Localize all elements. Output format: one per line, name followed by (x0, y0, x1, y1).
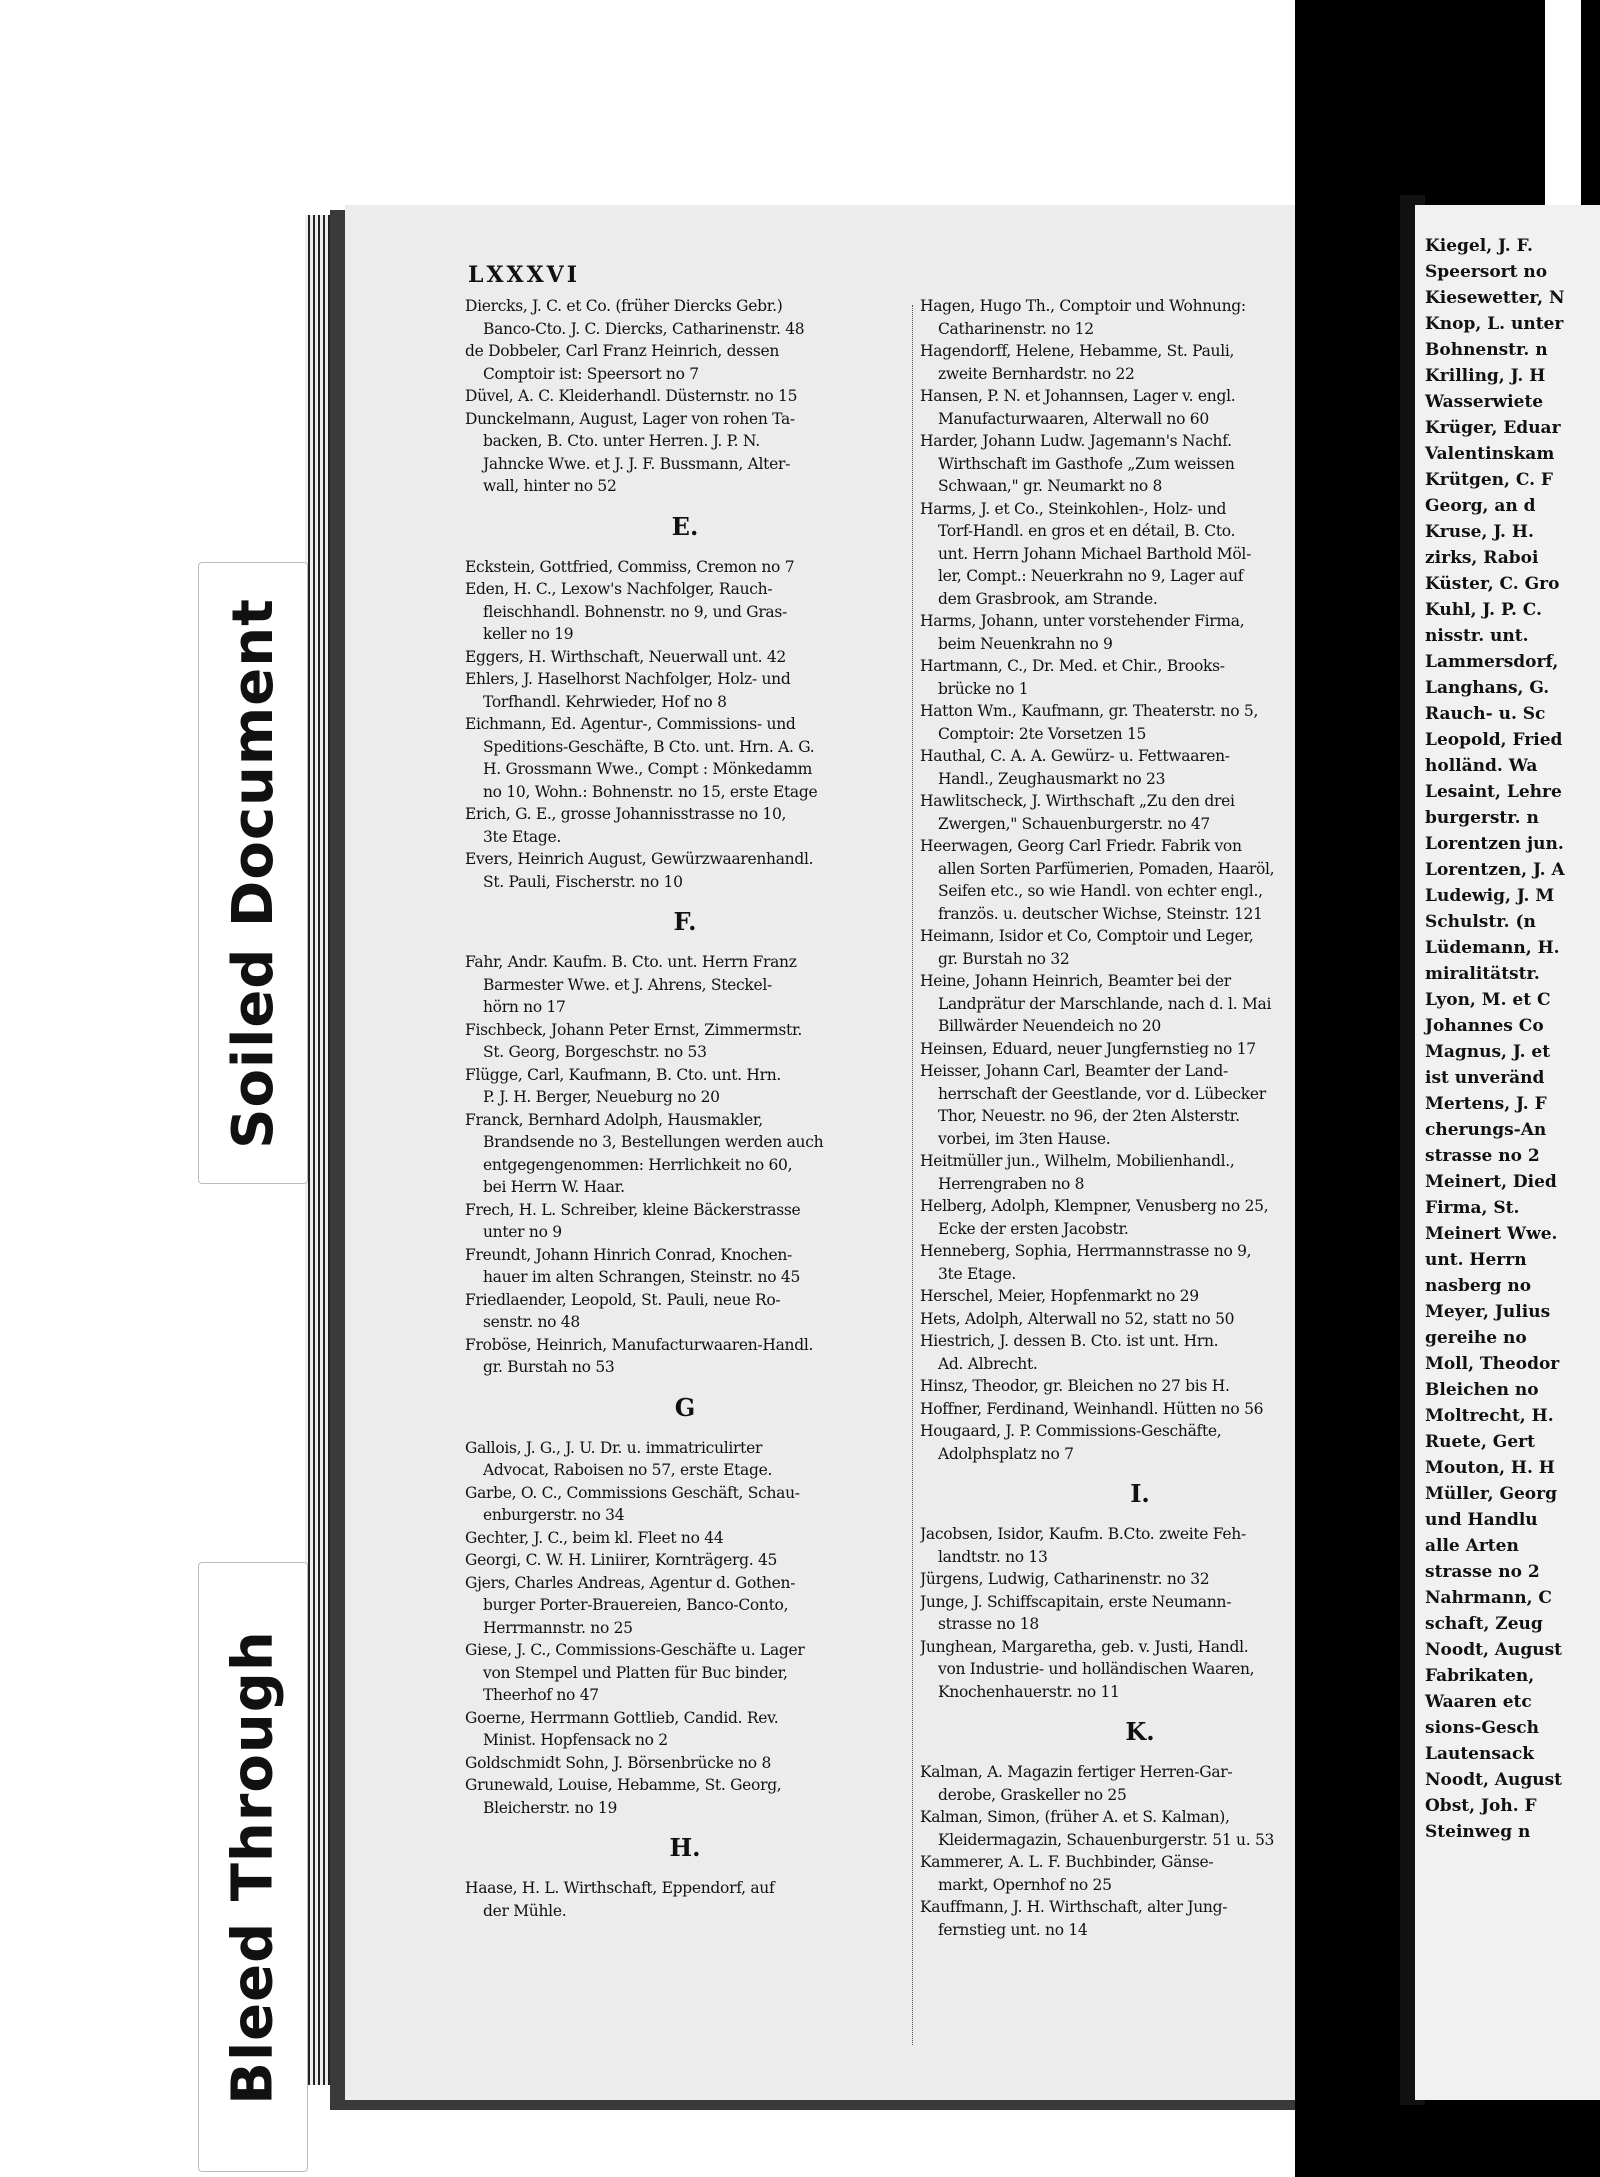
directory-entry (465, 1334, 905, 1379)
directory-entry (465, 340, 905, 385)
entry-line: Fischbeck, Johann Peter Ernst, Zimmermstr. (465, 1020, 803, 1039)
next-page-entry-fragment: Nahrmann, C (1425, 1588, 1552, 1608)
directory-entry (465, 408, 905, 498)
entry-line: Junge, J. Schiffscapitain, erste Neumann- (920, 1592, 1232, 1611)
entry-line: Hiestrich, J. dessen B. Cto. ist unt. Hrn. (920, 1332, 1219, 1350)
entry-line: brücke no 1 (938, 679, 1029, 698)
entry-line: Speditions-Geschäfte, B Cto. unt. Hrn. A. G. (483, 737, 815, 756)
entry-line: Landprätur der Marschlande, nach d. l. Mai (938, 994, 1272, 1013)
entry-line: Jacobsen, Isidor, Kaufm. B.Cto. zweite Feh- (920, 1525, 1246, 1543)
directory-entry (920, 1398, 1360, 1421)
section-letter-heading: I. (1130, 1479, 1150, 1508)
next-page-entry-fragment: Valentinskam (1425, 444, 1555, 464)
entry-line: Hatton Wm., Kaufmann, gr. Theaterstr. no 5, (920, 702, 1259, 720)
entry-line: Franck, Bernhard Adolph, Hausmakler, (465, 1110, 763, 1129)
directory-entry (920, 1761, 1360, 1806)
directory-entry (465, 848, 905, 893)
entry-line: Heimann, Isidor et Co, Comptoir und Leger, (920, 927, 1254, 945)
entry-line: Harms, Johann, unter vorstehender Firma, (920, 612, 1245, 630)
next-page-entry-fragment: Kruse, J. H. (1425, 522, 1534, 542)
entry-line: Herrengraben no 8 (938, 1174, 1085, 1193)
directory-entry (920, 1420, 1360, 1465)
next-page-entry-fragment: miralitätstr. (1425, 964, 1540, 984)
entry-line: senstr. no 48 (483, 1313, 580, 1331)
directory-entry (465, 668, 905, 713)
entry-line: Froböse, Heinrich, Manufacturwaaren-Handl. (465, 1335, 814, 1354)
entry-line: enburgerstr. no 34 (483, 1506, 625, 1524)
next-page-entry-fragment: Wasserwiete (1425, 392, 1544, 412)
entry-line: gr. Burstah no 53 (483, 1358, 615, 1376)
entry-line: Fahr, Andr. Kaufm. B. Cto. unt. Herrn Franz (465, 953, 797, 971)
entry-line: Kleidermagazin, Schauenburgerstr. 51 u. 53 (938, 1830, 1275, 1849)
entry-line: St. Pauli, Fischerstr. no 10 (483, 872, 683, 891)
entry-line: St. Georg, Borgeschstr. no 53 (483, 1043, 707, 1061)
entry-line: bei Herrn W. Haar. (483, 1178, 625, 1196)
entry-line: Kammerer, A. L. F. Buchbinder, Gänse- (920, 1853, 1214, 1871)
directory-entry (920, 1060, 1360, 1150)
next-page-entry-fragment: Johannes Co (1425, 1016, 1544, 1036)
entry-line: Harder, Johann Ludw. Jagemann's Nachf. (920, 432, 1232, 450)
entry-line: derobe, Graskeller no 25 (938, 1785, 1127, 1804)
entry-line: Eggers, H. Wirthschaft, Neuerwall unt. 42 (465, 647, 786, 666)
entry-line: Torf-Handl. en gros et en détail, B. Cto. (938, 522, 1236, 540)
directory-entry (465, 1527, 905, 1550)
next-page-entry-fragment: Firma, St. (1425, 1198, 1520, 1218)
entry-line: Eden, H. C., Lexow's Nachfolger, Rauch- (465, 580, 773, 598)
entry-line: Hawlitscheck, J. Wirthschaft „Zu den drei (920, 792, 1235, 810)
next-page-entry-fragment: Leopold, Fried (1425, 730, 1563, 750)
entry-line: Goerne, Herrmann Gottlieb, Candid. Rev. (465, 1708, 779, 1727)
directory-entry (465, 1572, 905, 1640)
next-page-entry-fragment: Rauch- u. Sc (1425, 704, 1546, 724)
entry-line: Herrmannstr. no 25 (483, 1618, 633, 1637)
entry-line: ler, Compt.: Neuerkrahn no 9, Lager auf (938, 567, 1244, 585)
entry-line: Minist. Hopfensack no 2 (483, 1731, 668, 1749)
directory-entry (920, 1523, 1360, 1568)
next-page-entry-fragment: Waaren etc (1425, 1692, 1532, 1712)
entry-line: Hinsz, Theodor, gr. Bleichen no 27 bis H. (920, 1377, 1230, 1395)
entry-line: Bleicherstr. no 19 (483, 1798, 618, 1817)
next-page-entry-fragment: cherungs-An (1425, 1120, 1547, 1140)
entry-line: Hartmann, C., Dr. Med. et Chir., Brooks- (920, 657, 1225, 675)
entry-line: unter no 9 (483, 1223, 562, 1241)
entry-line: hörn no 17 (483, 998, 566, 1016)
next-page-entry-fragment: ist unveränd (1425, 1068, 1545, 1088)
next-page-entry-fragment: Krilling, J. H (1425, 366, 1546, 386)
entry-line: Schwaan," gr. Neumarkt no 8 (938, 477, 1163, 495)
next-page-entry-fragment: Ludewig, J. M (1425, 886, 1555, 906)
directory-entry (465, 951, 905, 1019)
directory-entry (465, 646, 905, 669)
entry-line: Hoffner, Ferdinand, Weinhandl. Hütten no 56 (920, 1399, 1264, 1418)
directory-entry (920, 745, 1360, 790)
directory-entry (465, 1877, 905, 1922)
entry-line: Hougaard, J. P. Commissions-Geschäfte, (920, 1422, 1222, 1440)
next-page-entry-fragment: Kiegel, J. F. (1425, 236, 1533, 256)
directory-entry (920, 1591, 1360, 1636)
directory-entry (465, 385, 905, 408)
next-page-entry-fragment: Moll, Theodor (1425, 1354, 1560, 1374)
entry-line: Heinsen, Eduard, neuer Jungfernstieg no 17 (920, 1039, 1256, 1058)
entry-line: Hagendorff, Helene, Hebamme, St. Pauli, (920, 342, 1235, 360)
next-page-entry-fragment: Meinert Wwe. (1425, 1224, 1558, 1244)
section-letter-heading: K. (1125, 1717, 1155, 1746)
entry-line: Friedlaender, Leopold, St. Pauli, neue Ro- (465, 1290, 781, 1309)
entry-line: Helberg, Adolph, Klempner, Venusberg no 25, (920, 1197, 1269, 1215)
entry-line: de Dobbeler, Carl Franz Heinrich, dessen (465, 342, 780, 360)
entry-line: Comptoir: 2te Vorsetzen 15 (938, 724, 1147, 743)
next-page-entry-fragment: Noodt, August (1425, 1770, 1563, 1790)
directory-entry (920, 1375, 1360, 1398)
entry-line: allen Sorten Parfümerien, Pomaden, Haaröl, (938, 859, 1275, 878)
directory-entry (920, 1038, 1360, 1061)
directory-entry (920, 1896, 1360, 1941)
next-page-entry-fragment: Noodt, August (1425, 1640, 1563, 1660)
entry-line: Georgi, C. W. H. Liniirer, Kornträgerg. 45 (465, 1551, 778, 1569)
entry-line: Evers, Heinrich August, Gewürzwaarenhandl. (465, 850, 814, 868)
entry-line: P. J. H. Berger, Neueburg no 20 (483, 1088, 720, 1106)
directory-entry (920, 1851, 1360, 1896)
next-page-entry-fragment: Mouton, H. H (1425, 1458, 1555, 1478)
entry-line: Flügge, Carl, Kaufmann, B. Cto. unt. Hrn. (465, 1065, 782, 1084)
directory-entry (920, 1806, 1360, 1851)
entry-line: Heitmüller jun., Wilhelm, Mobilienhandl., (920, 1152, 1235, 1170)
entry-line: Knochenhauerstr. no 11 (938, 1682, 1120, 1701)
directory-entry (920, 295, 1360, 340)
entry-line: Kalman, A. Magazin fertiger Herren-Gar- (920, 1763, 1233, 1781)
entry-line: Hagen, Hugo Th., Comptoir und Wohnung: (920, 297, 1246, 315)
directory-entry (920, 655, 1360, 700)
entry-line: Brandsende no 3, Bestellungen werden auch (483, 1133, 824, 1151)
entry-line: Torfhandl. Kehrwieder, Hof no 8 (483, 692, 727, 711)
next-page-entry-fragment: Lesaint, Lehre (1425, 782, 1562, 802)
entry-line: H. Grossmann Wwe., Compt : Mönkedamm (483, 760, 813, 778)
entry-line: Grunewald, Louise, Hebamme, St. Georg, (465, 1776, 782, 1794)
entry-line: Barmester Wwe. et J. Ahrens, Steckel- (483, 975, 772, 994)
next-page-entry-fragment: Bohnenstr. n (1425, 340, 1548, 360)
next-page-entry-fragment: Kuhl, J. P. C. (1425, 600, 1542, 620)
entry-line: französ. u. deutscher Wichse, Steinstr. 121 (938, 904, 1263, 923)
entry-line: dem Grasbrook, am Strande. (938, 589, 1158, 608)
next-page-entry-fragment: Steinweg n (1425, 1822, 1531, 1842)
next-page-entry-fragment: Lautensack (1425, 1744, 1535, 1764)
entry-line: keller no 19 (483, 625, 574, 643)
entry-line: fernstieg unt. no 14 (938, 1920, 1088, 1939)
entry-line: Gjers, Charles Andreas, Agentur d. Gothen- (465, 1573, 796, 1592)
next-page-entry-fragment: Lammersdorf, (1425, 652, 1559, 672)
section-letter-heading: E. (671, 511, 699, 541)
entry-line: Gechter, J. C., beim kl. Fleet no 44 (465, 1528, 724, 1547)
column-divider (912, 305, 914, 2045)
directory-entry (920, 610, 1360, 655)
entry-line: backen, B. Cto. unter Herren. J. P. N. (483, 432, 760, 450)
entry-line: Hauthal, C. A. A. Gewürz- u. Fettwaaren- (920, 747, 1230, 765)
next-page-entry-fragment: schaft, Zeug (1425, 1614, 1543, 1634)
directory-entry (465, 1019, 905, 1064)
next-page-entry-fragment: Moltrecht, H. (1425, 1406, 1554, 1426)
entry-line: Seifen etc., so wie Handl. von echter engl., (938, 882, 1263, 900)
entry-line: markt, Opernhof no 25 (938, 1875, 1112, 1894)
entry-line: wall, hinter no 52 (483, 477, 617, 495)
entry-line: zweite Bernhardstr. no 22 (938, 364, 1135, 383)
entry-line: Düvel, A. C. Kleiderhandl. Düsternstr. no 15 (465, 387, 798, 405)
next-page-entry-fragment: Lyon, M. et C (1425, 990, 1551, 1010)
next-page-entry-fragment: Lorentzen jun. (1425, 834, 1564, 854)
next-page-entry-fragment: Obst, Joh. F (1425, 1796, 1537, 1816)
next-page-entry-fragment: nasberg no (1425, 1276, 1532, 1296)
next-page-entry-fragment: Schulstr. (n (1425, 912, 1536, 932)
directory-entry (465, 1244, 905, 1289)
directory-entry (920, 1568, 1360, 1591)
entry-line: Comptoir ist: Speersort no 7 (483, 364, 699, 383)
entry-line: 3te Etage. (483, 827, 561, 846)
entry-line: Junghean, Margaretha, geb. v. Justi, Handl. (920, 1637, 1249, 1656)
entry-line: Kauffmann, J. H. Wirthschaft, alter Jung- (920, 1898, 1228, 1916)
directory-entry (920, 385, 1360, 430)
entry-line: Jahncke Wwe. et J. J. F. Bussmann, Alter- (483, 454, 791, 473)
bleed-through-label (198, 1562, 308, 2172)
next-page-entry-fragment: Ruete, Gert (1425, 1432, 1535, 1452)
entry-line: Hansen, P. N. et Johannsen, Lager v. engl. (920, 387, 1236, 405)
entry-line: 3te Etage. (938, 1264, 1016, 1283)
entry-line: Manufacturwaaren, Alterwall no 60 (938, 409, 1209, 428)
directory-entry (465, 803, 905, 848)
directory-entry (920, 430, 1360, 498)
next-page-entry-fragment: Mertens, J. F (1425, 1094, 1547, 1114)
section-letter-heading: H. (669, 1833, 701, 1862)
directory-entry (920, 1195, 1360, 1240)
left-column (465, 295, 905, 1922)
entry-line: Wirthschaft im Gasthofe „Zum weissen (938, 454, 1235, 473)
entry-line: Zwergen," Schauenburgerstr. no 47 (938, 814, 1210, 833)
next-page-entry-fragment: Langhans, G. (1425, 678, 1550, 698)
entry-line: Heerwagen, Georg Carl Friedr. Fabrik von (920, 837, 1242, 855)
entry-line: Ecke der ersten Jacobstr. (938, 1219, 1129, 1238)
entry-line: entgegengenommen: Herrlichkeit no 60, (483, 1155, 793, 1174)
section-letter-heading: G (674, 1392, 696, 1422)
entry-line: Eichmann, Ed. Agentur-, Commissions- und (465, 715, 796, 733)
entry-line: Ad. Albrecht. (938, 1354, 1038, 1373)
next-page-entry-fragment: Georg, an d (1425, 496, 1536, 516)
entry-line: Freundt, Johann Hinrich Conrad, Knochen- (465, 1245, 792, 1264)
directory-entry (465, 556, 905, 579)
next-page-entry-fragment: Kiesewetter, N (1425, 288, 1565, 308)
directory-entry (465, 1289, 905, 1334)
directory-entry (920, 1308, 1360, 1331)
directory-entry (465, 1774, 905, 1819)
directory-entry (465, 295, 905, 340)
directory-entry (920, 1150, 1360, 1195)
entry-line: Dunckelmann, August, Lager von rohen Ta- (465, 409, 795, 428)
next-page-entry-fragment: Müller, Georg (1425, 1484, 1557, 1504)
entry-line: Henneberg, Sophia, Herrmannstrasse no 9, (920, 1242, 1252, 1260)
bleed-through-text: Bleed Through (220, 1629, 286, 2105)
next-page-entry-fragment: nisstr. unt. (1425, 626, 1529, 646)
entry-line: Thor, Neuestr. no 96, der 2ten Alsterstr. (938, 1107, 1240, 1125)
directory-entry (465, 1064, 905, 1109)
next-page-entry-fragment: und Handlu (1425, 1510, 1538, 1530)
entry-line: Frech, H. L. Schreiber, kleine Bäckerstrasse (465, 1200, 801, 1219)
next-page-entry-fragment: unt. Herrn (1425, 1250, 1527, 1270)
next-page-entry-fragment: Fabrikaten, (1425, 1666, 1535, 1686)
entry-line: Heine, Johann Heinrich, Beamter bei der (920, 972, 1231, 990)
next-page-entry-fragment: strasse no 2 (1425, 1146, 1540, 1166)
next-page-entry-fragment: Meyer, Julius (1425, 1302, 1551, 1322)
next-page-entry-fragment: Krüger, Eduar (1425, 418, 1561, 438)
middle-column (920, 295, 1360, 1941)
entry-line: der Mühle. (483, 1901, 567, 1920)
entry-line: beim Neuenkrahn no 9 (938, 634, 1113, 653)
soiled-document-label (198, 562, 308, 1184)
entry-line: hauer im alten Schrangen, Steinstr. no 45 (483, 1268, 801, 1286)
directory-entry (920, 835, 1360, 925)
directory-entry (465, 1639, 905, 1707)
directory-entry (920, 790, 1360, 835)
entry-line: Ehlers, J. Haselhorst Nachfolger, Holz- und (465, 670, 791, 688)
directory-entry (465, 1549, 905, 1572)
next-page-entry-fragment: Bleichen no (1425, 1380, 1539, 1400)
next-page-entry-fragment: Speersort no (1425, 262, 1548, 282)
entry-line: Herschel, Meier, Hopfenmarkt no 29 (920, 1287, 1199, 1305)
directory-entry (465, 1109, 905, 1199)
entry-line: Gallois, J. G., J. U. Dr. u. immatriculirter (465, 1438, 763, 1457)
next-page-entry-fragment: Magnus, J. et (1425, 1042, 1551, 1062)
entry-line: Goldschmidt Sohn, J. Börsenbrücke no 8 (465, 1753, 772, 1772)
next-page-entry-fragment: gereihe no (1425, 1328, 1527, 1348)
next-page-entry-fragment: Meinert, Died (1425, 1172, 1557, 1192)
entry-line: Billwärder Neuendeich no 20 (938, 1017, 1161, 1035)
entry-line: Erich, G. E., grosse Johannisstrasse no 10, (465, 805, 787, 823)
entry-line: vorbei, im 3ten Hause. (938, 1129, 1111, 1148)
entry-line: Advocat, Raboisen no 57, erste Etage. (483, 1461, 773, 1479)
directory-entry (920, 970, 1360, 1038)
soiled-document-text: Soiled Document (220, 597, 286, 1149)
next-page-entry-fragment: burgerstr. n (1425, 808, 1539, 828)
directory-entry (465, 1199, 905, 1244)
next-page-entry-fragment: zirks, Raboi (1425, 548, 1539, 568)
entry-line: Kalman, Simon, (früher A. et S. Kalman), (920, 1808, 1230, 1826)
directory-entry (465, 713, 905, 803)
section-letter-heading: F. (673, 907, 697, 936)
directory-entry (465, 1707, 905, 1752)
next-page-entry-fragment: Krütgen, C. F (1425, 470, 1553, 490)
entry-line: unt. Herrn Johann Michael Barthold Möl- (938, 544, 1252, 563)
entry-line: Diercks, J. C. et Co. (früher Diercks Gebr.) (465, 297, 783, 315)
directory-entry (920, 340, 1360, 385)
next-page-entry-fragment: Lorentzen, J. A (1425, 860, 1565, 880)
entry-line: Catharinenstr. no 12 (938, 319, 1094, 338)
next-page-entry-fragment: alle Arten (1425, 1536, 1519, 1556)
entry-line: Haase, H. L. Wirthschaft, Eppendorf, auf (465, 1879, 775, 1897)
next-page-entry-fragment: strasse no 2 (1425, 1562, 1540, 1582)
directory-entry (920, 700, 1360, 745)
scan-edge (1545, 0, 1581, 205)
next-page-entry-fragment: holländ. Wa (1425, 756, 1538, 776)
directory-entry (920, 1330, 1360, 1375)
entry-line: von Stempel und Platten für Buc binder, (483, 1663, 788, 1682)
directory-entry (465, 578, 905, 646)
entry-line: strasse no 18 (938, 1615, 1039, 1633)
entry-line: Handl., Zeughausmarkt no 23 (938, 769, 1166, 788)
directory-entry (920, 925, 1360, 970)
entry-line: Eckstein, Gottfried, Commiss, Cremon no 7 (465, 557, 795, 576)
entry-line: Adolphsplatz no 7 (938, 1444, 1074, 1463)
directory-entry (920, 498, 1360, 611)
next-page-entry-fragment: Knop, L. unter (1425, 314, 1564, 334)
entry-line: Garbe, O. C., Commissions Geschäft, Schau- (465, 1483, 800, 1502)
entry-line: landtstr. no 13 (938, 1547, 1048, 1566)
entry-line: Giese, J. C., Commissions-Geschäfte u. Lager (465, 1641, 805, 1659)
directory-entry (920, 1240, 1360, 1285)
next-page-fragment (1415, 205, 1600, 2100)
entry-line: Heisser, Johann Carl, Beamter der Land- (920, 1062, 1228, 1080)
entry-line: Banco-Cto. J. C. Diercks, Catharinenstr. 48 (483, 319, 805, 338)
entry-line: herrschaft der Geestlande, vor d. Lübecker (938, 1084, 1266, 1103)
next-page-entry-fragment: sions-Gesch (1425, 1718, 1539, 1738)
next-page-entry-fragment: Lüdemann, H. (1425, 938, 1560, 958)
directory-entry (465, 1437, 905, 1482)
entry-line: no 10, Wohn.: Bohnenstr. no 15, erste Etage (483, 782, 818, 801)
entry-line: burger Porter-Brauereien, Banco-Conto, (483, 1596, 789, 1614)
directory-entry (920, 1285, 1360, 1308)
directory-entry (465, 1752, 905, 1775)
entry-line: gr. Burstah no 32 (938, 949, 1070, 968)
entry-line: fleischhandl. Bohnenstr. no 9, und Gras- (483, 602, 787, 621)
directory-entry (920, 1636, 1360, 1704)
entry-line: von Industrie- und holländischen Waaren, (938, 1660, 1255, 1678)
directory-entry (465, 1482, 905, 1527)
entry-line: Jürgens, Ludwig, Catharinenstr. no 32 (920, 1570, 1210, 1588)
entry-line: Harms, J. et Co., Steinkohlen-, Holz- und (920, 499, 1227, 518)
next-page-entry-fragment: Küster, C. Gro (1425, 574, 1560, 594)
page-number: LXXXVI (468, 262, 581, 288)
entry-line: Hets, Adolph, Alterwall no 52, statt no 50 (920, 1309, 1235, 1328)
entry-line: Theerhof no 47 (483, 1686, 599, 1704)
